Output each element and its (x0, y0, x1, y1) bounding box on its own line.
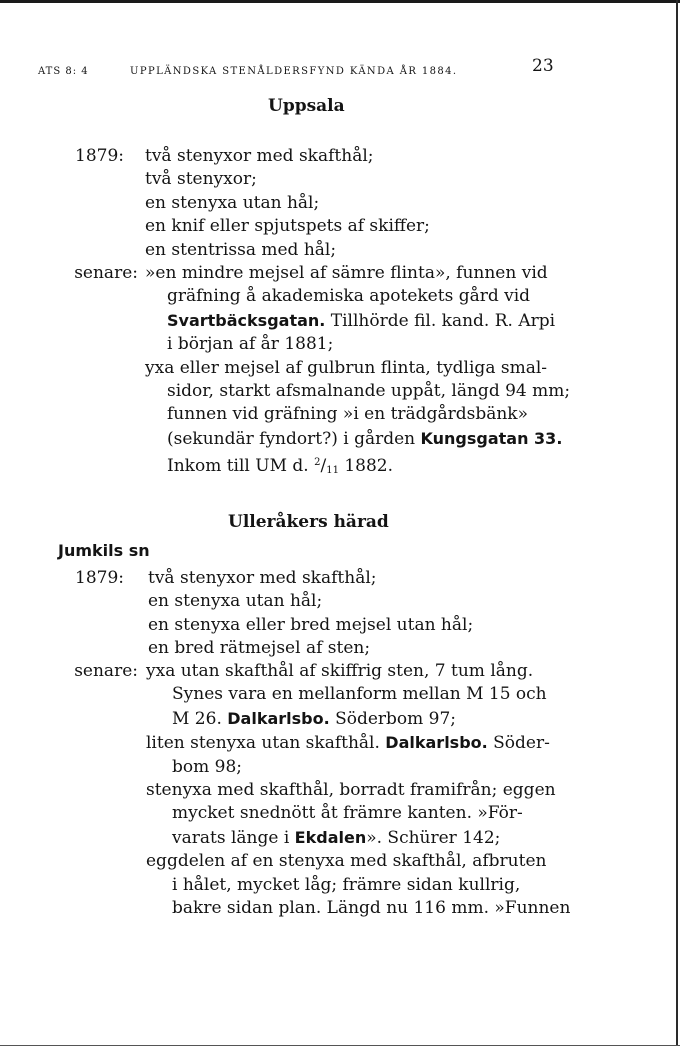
text-run: funnen vid gräfning »i en trädgårdsbänk» (167, 404, 528, 425)
text-line (145, 309, 570, 333)
date-label-senare: senare: (74, 263, 138, 283)
place-name: Kungsgatan 33. (420, 428, 563, 448)
entry (145, 262, 570, 357)
text-line (148, 567, 473, 590)
entry (145, 357, 570, 483)
text-run: en bred rätmejsel af sten; (148, 638, 371, 659)
text-line (145, 357, 570, 380)
entry (146, 731, 570, 779)
right-border (676, 0, 678, 1046)
entry (146, 779, 570, 850)
text-run: Söder- (487, 733, 550, 754)
date-label-senare: senare: (74, 661, 138, 681)
entry-list-jumkil-1879 (148, 567, 473, 661)
text-run: Söderbom 97; (329, 708, 457, 729)
entry-list-jumkil-senare (146, 660, 570, 920)
text-run: ». Schürer 142; (366, 827, 501, 848)
entry (145, 215, 430, 238)
text-run: Tillhörde fil. kand. R. Arpi (325, 310, 556, 331)
date-label-1879: 1879: (75, 146, 124, 166)
text-line (146, 707, 570, 731)
entry-list-uppsala-1879 (145, 145, 430, 262)
text-line (146, 897, 570, 920)
text-line (145, 145, 430, 168)
text-run: en stenyxa utan hål; (145, 192, 320, 213)
running-title: UPPLÄNDSKA STENÅLDERSFYND KÄNDA ÅR 1884. (130, 66, 458, 77)
parish-heading: Jumkils sn (58, 541, 150, 560)
text-run: en stentrissa med hål; (145, 239, 337, 260)
place-name: Ekdalen (294, 827, 367, 847)
entry (148, 590, 473, 613)
text-run: Synes vara en mellanform mellan M 15 och (172, 684, 547, 705)
text-line (148, 637, 473, 660)
top-border (0, 0, 680, 3)
entry (145, 145, 430, 168)
text-run: en stenyxa utan hål; (148, 591, 323, 612)
entry (148, 614, 473, 637)
text-run: (sekundär fyndort?) i gården (167, 428, 421, 449)
text-run: två stenyxor med skafthål; (145, 146, 374, 166)
place-name: Dalkarlsbo. (227, 708, 330, 728)
text-line (148, 590, 473, 613)
text-run: mycket snednött åt främre kanten. »För- (172, 803, 523, 824)
text-run: två stenyxor med skafthål; (148, 568, 377, 588)
text-line (146, 802, 570, 825)
entry-list-uppsala-senare (145, 262, 570, 483)
place-name: Dalkarlsbo. (385, 733, 488, 753)
section-title-uppsala: Uppsala (268, 96, 345, 116)
text-run: M 26. (172, 708, 228, 729)
entry (145, 168, 430, 191)
text-line (146, 683, 570, 706)
text-run: stenyxa med skafthål, borradt framifrån; eggen (146, 780, 556, 801)
text-line (148, 614, 473, 637)
text-line (146, 826, 570, 850)
text-run: två stenyxor; (145, 169, 257, 190)
place-name: Svartbäcksgatan. (167, 310, 326, 330)
entry (145, 239, 430, 262)
entry (146, 660, 570, 731)
text-line (145, 427, 570, 451)
text-run: en stenyxa eller bred mejsel utan hål; (148, 614, 474, 635)
text-run: »en mindre mejsel af sämre flinta», funnen vid (145, 263, 548, 283)
text-run: sidor, starkt afsmalnande uppåt, längd 94 mm; (167, 381, 571, 402)
page-number: 23 (532, 56, 554, 76)
text-run: yxa eller mejsel af gulbrun flinta, tydliga smal- (145, 357, 548, 378)
text-line (145, 192, 430, 215)
text-line (145, 380, 570, 403)
text-line (145, 262, 570, 285)
text-line (145, 451, 570, 482)
text-line (146, 779, 570, 802)
text-run: 1882. (338, 456, 394, 477)
text-run: bom 98; (172, 756, 243, 777)
text-line (145, 215, 430, 238)
text-line (146, 756, 570, 779)
text-run: 11 (326, 465, 339, 477)
entry (148, 637, 473, 660)
text-line (146, 850, 570, 873)
running-header (38, 56, 558, 84)
text-run: i början af år 1881; (167, 334, 334, 355)
text-run: bakre sidan plan. Längd nu 116 mm. »Funnen (172, 898, 571, 919)
text-line (145, 403, 570, 426)
text-run: yxa utan skafthål af skiffrig sten, 7 tum lång. (146, 661, 534, 681)
entry (145, 192, 430, 215)
text-run: / (320, 456, 327, 477)
entry (148, 567, 473, 590)
text-line (145, 333, 570, 356)
series-reference: ATS 8: 4 (38, 66, 89, 77)
text-run: i hålet, mycket låg; främre sidan kullrig, (172, 874, 521, 895)
text-run: gräfning å akademiska apotekets gård vid (167, 286, 531, 307)
text-run: en knif eller spjutspets af skiffer; (145, 216, 430, 237)
entry (146, 850, 570, 920)
text-run: liten stenyxa utan skafthål. (146, 733, 386, 754)
text-run: Inkom till UM d. (167, 456, 315, 477)
text-line (146, 874, 570, 897)
text-run: eggdelen af en stenyxa med skafthål, afbruten (146, 851, 547, 872)
text-run: varats länge i (172, 827, 295, 848)
date-label-1879: 1879: (75, 568, 124, 588)
text-line (145, 285, 570, 308)
text-line (145, 168, 430, 191)
text-line (146, 660, 570, 683)
section-title-ullerakers-harad: Ulleråkers härad (228, 512, 389, 532)
text-line (146, 731, 570, 755)
text-run: 2 (314, 457, 321, 469)
text-line (145, 239, 430, 262)
